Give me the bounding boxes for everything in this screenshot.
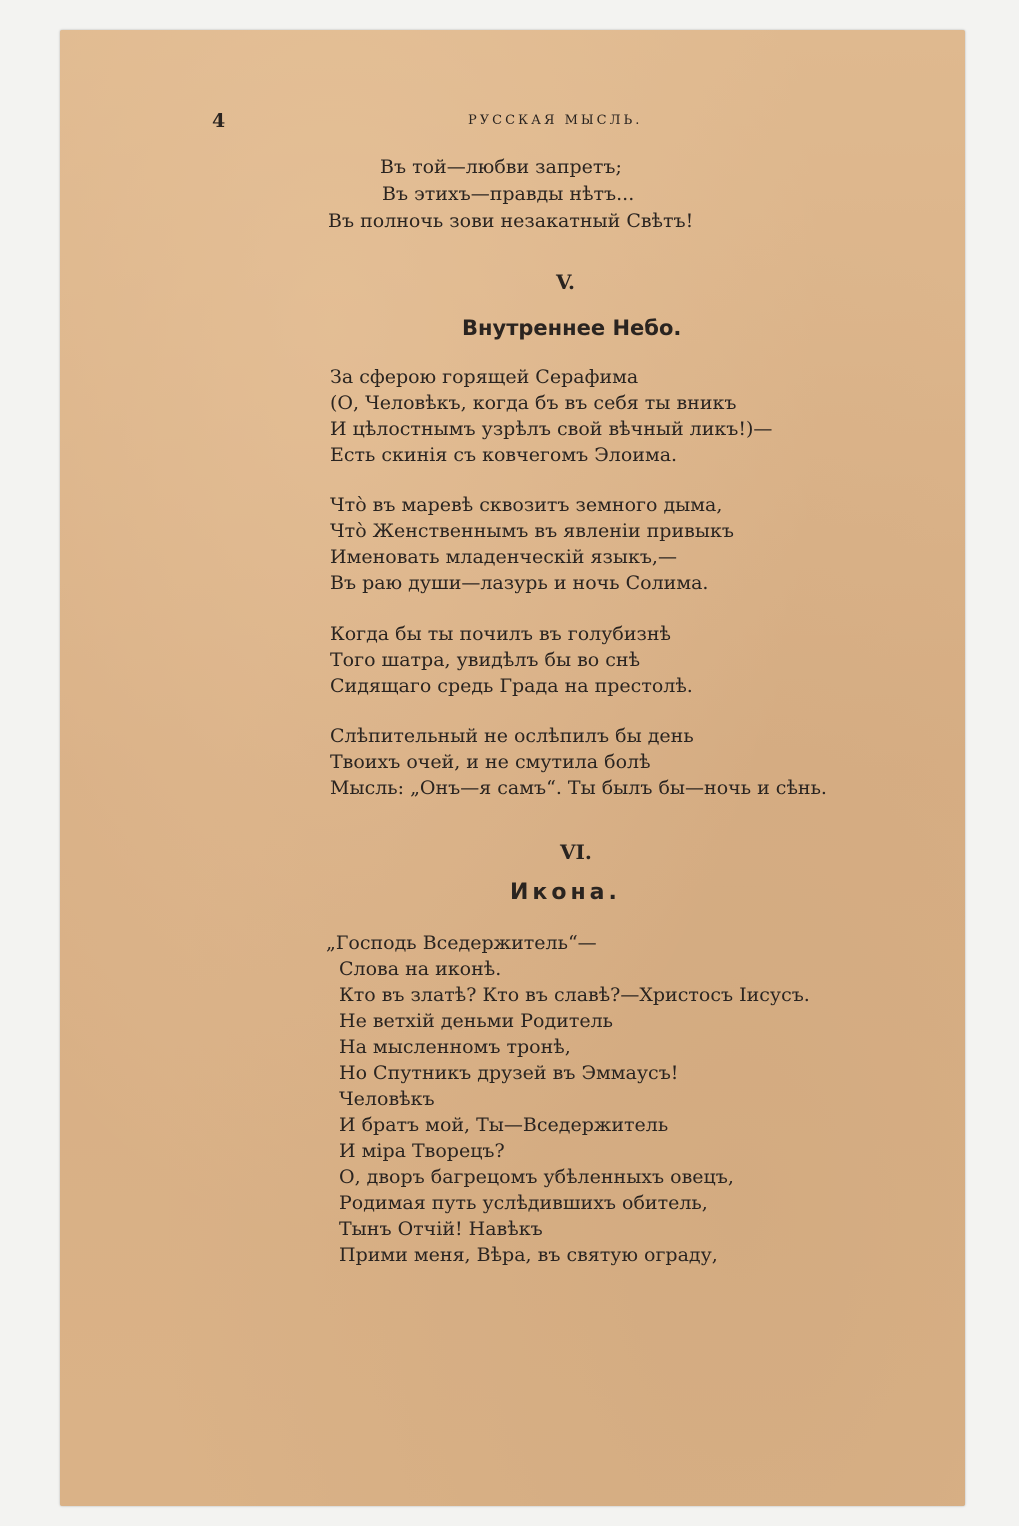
poem-line: И міра Творецъ? [339,1140,505,1162]
poem-line: Человѣкъ [339,1088,435,1110]
page-number: 4 [212,110,226,132]
poem-line: Въ раю души—лазурь и ночь Солима. [330,572,709,594]
section-title: Внутреннее Небо. [462,316,682,340]
poem-line: Есть скинія съ ковчегомъ Элоима. [330,444,678,466]
intro-line: Въ полночь зови незакатный Свѣтъ! [328,210,694,232]
poem-line: За сферою горящей Серафима [330,366,639,388]
section-title: Икона. [510,880,621,905]
section-numeral: VI. [560,840,592,864]
poem-line: Твоихъ очей, и не смутила болѣ [330,751,651,773]
poem-line: Слова на иконѣ. [339,958,502,980]
poem-line: Что̀ въ маревѣ сквозитъ земного дыма, [330,494,723,516]
section-numeral: V. [556,270,575,294]
poem-line: Прими меня, Вѣра, въ святую ограду, [339,1244,718,1266]
poem-line: Мысль: „Онъ—я самъ“. Ты былъ бы—ночь и сѣнь. [330,777,827,799]
poem-line: Слѣпительный не ослѣпилъ бы день [330,725,694,747]
running-title: РУССКАЯ МЫСЛЬ. [468,113,643,128]
poem-line: Что̀ Женственнымъ въ явленіи привыкъ [330,520,734,542]
poem-line: Не ветхій деньми Родитель [339,1010,613,1032]
poem-line: И братъ мой, Ты—Вседержитель [339,1114,669,1136]
poem-line: На мысленномъ тронѣ, [339,1036,571,1058]
intro-line: Въ этихъ—правды нѣтъ... [382,183,635,205]
poem-line: Тынъ Отчій! Навѣкъ [339,1218,543,1240]
poem-line: Кто въ златѣ? Кто въ славѣ?—Христосъ Іисусъ. [339,984,810,1006]
poem-line: Когда бы ты почилъ въ голубизнѣ [330,623,672,645]
poem-line: И цѣлостнымъ узрѣлъ свой вѣчный ликъ!)— [330,418,773,440]
poem-line: Того шатра, увидѣлъ бы во снѣ [330,649,641,671]
poem-line: Но Спутникъ друзей въ Эммаусъ! [339,1062,679,1084]
poem-line: „Господь Вседержитель“— [326,932,597,954]
poem-line: Родимая путь услѣдившихъ обитель, [339,1192,708,1214]
poem-line: (О, Человѣкъ, когда бъ въ себя ты вникъ [330,392,737,414]
poem-line: О, дворъ багрецомъ убѣленныхъ овецъ, [339,1166,734,1188]
poem-line: Именовать младенческій языкъ,— [330,546,677,568]
intro-line: Въ той—любви запретъ; [380,156,622,178]
poem-line: Сидящаго средь Града на престолѣ. [330,675,693,697]
